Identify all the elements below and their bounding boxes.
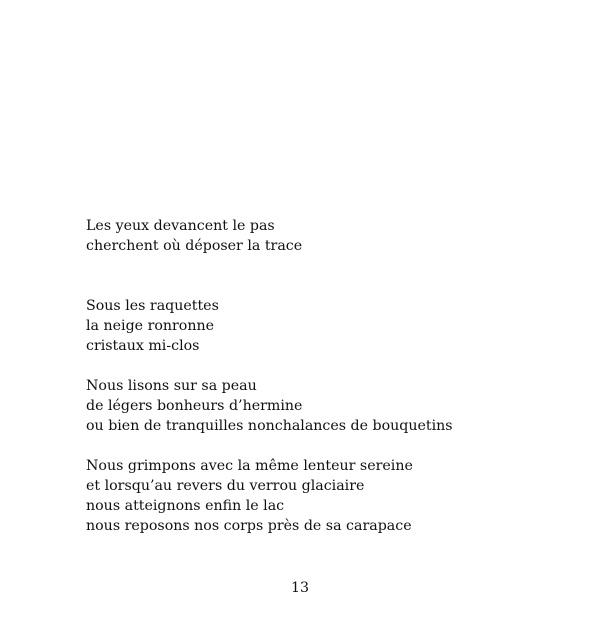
stanza-3 <box>86 376 566 436</box>
page-number: 13 <box>290 580 310 596</box>
poem-line: la neige ronronne <box>86 318 215 334</box>
stanza-2 <box>86 296 566 356</box>
poem <box>86 216 566 536</box>
stanza-1 <box>86 216 566 256</box>
poem-line: nous reposons nos corps près de sa carapace <box>86 518 412 534</box>
poem-line: cherchent où déposer la trace <box>86 238 303 254</box>
poem-line: de légers bonheurs d’hermine <box>86 398 303 414</box>
poem-line: nous atteignons enfin le lac <box>86 498 285 514</box>
poem-line: cristaux mi-clos <box>86 338 200 354</box>
poem-line: Sous les raquettes <box>86 298 219 314</box>
poem-line: Nous lisons sur sa peau <box>86 378 257 394</box>
stanza-4 <box>86 456 566 536</box>
poem-line: ou bien de tranquilles nonchalances de bouquetins <box>86 418 453 434</box>
poem-line: Les yeux devancent le pas <box>86 218 275 234</box>
poem-line: et lorsqu’au revers du verrou glaciaire <box>86 478 365 494</box>
poem-line: Nous grimpons avec la même lenteur sereine <box>86 458 413 474</box>
